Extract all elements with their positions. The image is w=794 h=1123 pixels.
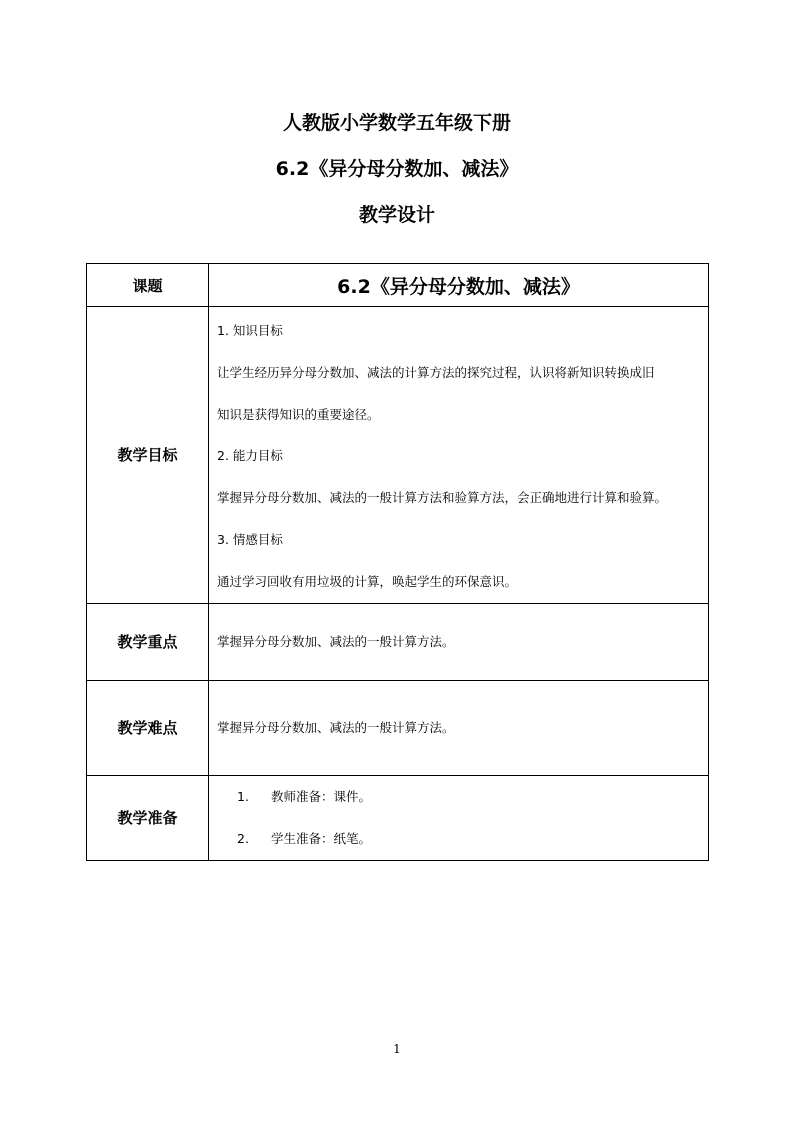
objective-line: 掌握异分母分数加、减法的一般计算方法和验算方法，会正确地进行计算和验算。 bbox=[217, 490, 668, 506]
key-points-label: 教学重点 bbox=[87, 603, 209, 680]
difficulty-cell bbox=[209, 680, 709, 775]
key-points-value: 掌握异分母分数加、减法的一般计算方法。 bbox=[217, 633, 455, 649]
difficulty-label: 教学难点 bbox=[87, 680, 209, 775]
key-points-row bbox=[87, 603, 709, 680]
title-line-1: 人教版小学数学五年级下册 bbox=[282, 112, 511, 134]
objectives-row bbox=[87, 307, 709, 604]
objective-line: 1. 知识目标 bbox=[217, 323, 283, 338]
topic-row bbox=[87, 264, 709, 307]
difficulty-value: 掌握异分母分数加、减法的一般计算方法。 bbox=[217, 719, 455, 735]
preparation-label: 教学准备 bbox=[87, 775, 209, 860]
page-number: 1 bbox=[393, 1042, 401, 1056]
objective-line: 2. 能力目标 bbox=[217, 448, 283, 464]
objective-line: 让学生经历异分母分数加、减法的计算方法的探究过程，认识将新知识转换成旧 bbox=[217, 364, 655, 380]
list-item bbox=[209, 818, 708, 860]
topic-value: 6.2《异分母分数加、减法》 bbox=[209, 264, 709, 307]
preparation-row bbox=[87, 775, 709, 860]
title-line-2: 6.2《异分母分数加、减法》 bbox=[275, 158, 519, 180]
topic-label: 课题 bbox=[87, 264, 209, 307]
preparation-cell bbox=[209, 775, 709, 860]
objective-line: 通过学习回收有用垃圾的计算，唤起学生的环保意识。 bbox=[217, 573, 518, 589]
objectives-cell bbox=[209, 307, 709, 604]
title-line-3: 教学设计 bbox=[358, 204, 435, 226]
list-item-number: 2. bbox=[237, 830, 249, 846]
objective-line: 3. 情感目标 bbox=[217, 531, 283, 547]
objectives-label: 教学目标 bbox=[87, 307, 209, 604]
difficulty-row bbox=[87, 680, 709, 775]
list-item-number: 1. bbox=[237, 788, 249, 804]
objective-line: 知识是获得知识的重要途径。 bbox=[217, 406, 380, 422]
list-item-text: 教师准备：课件。 bbox=[271, 788, 372, 804]
lesson-plan-table bbox=[86, 263, 709, 861]
list-item bbox=[209, 776, 708, 818]
list-item-text: 学生准备：纸笔。 bbox=[271, 830, 372, 846]
key-points-cell bbox=[209, 603, 709, 680]
document-title bbox=[0, 100, 794, 238]
